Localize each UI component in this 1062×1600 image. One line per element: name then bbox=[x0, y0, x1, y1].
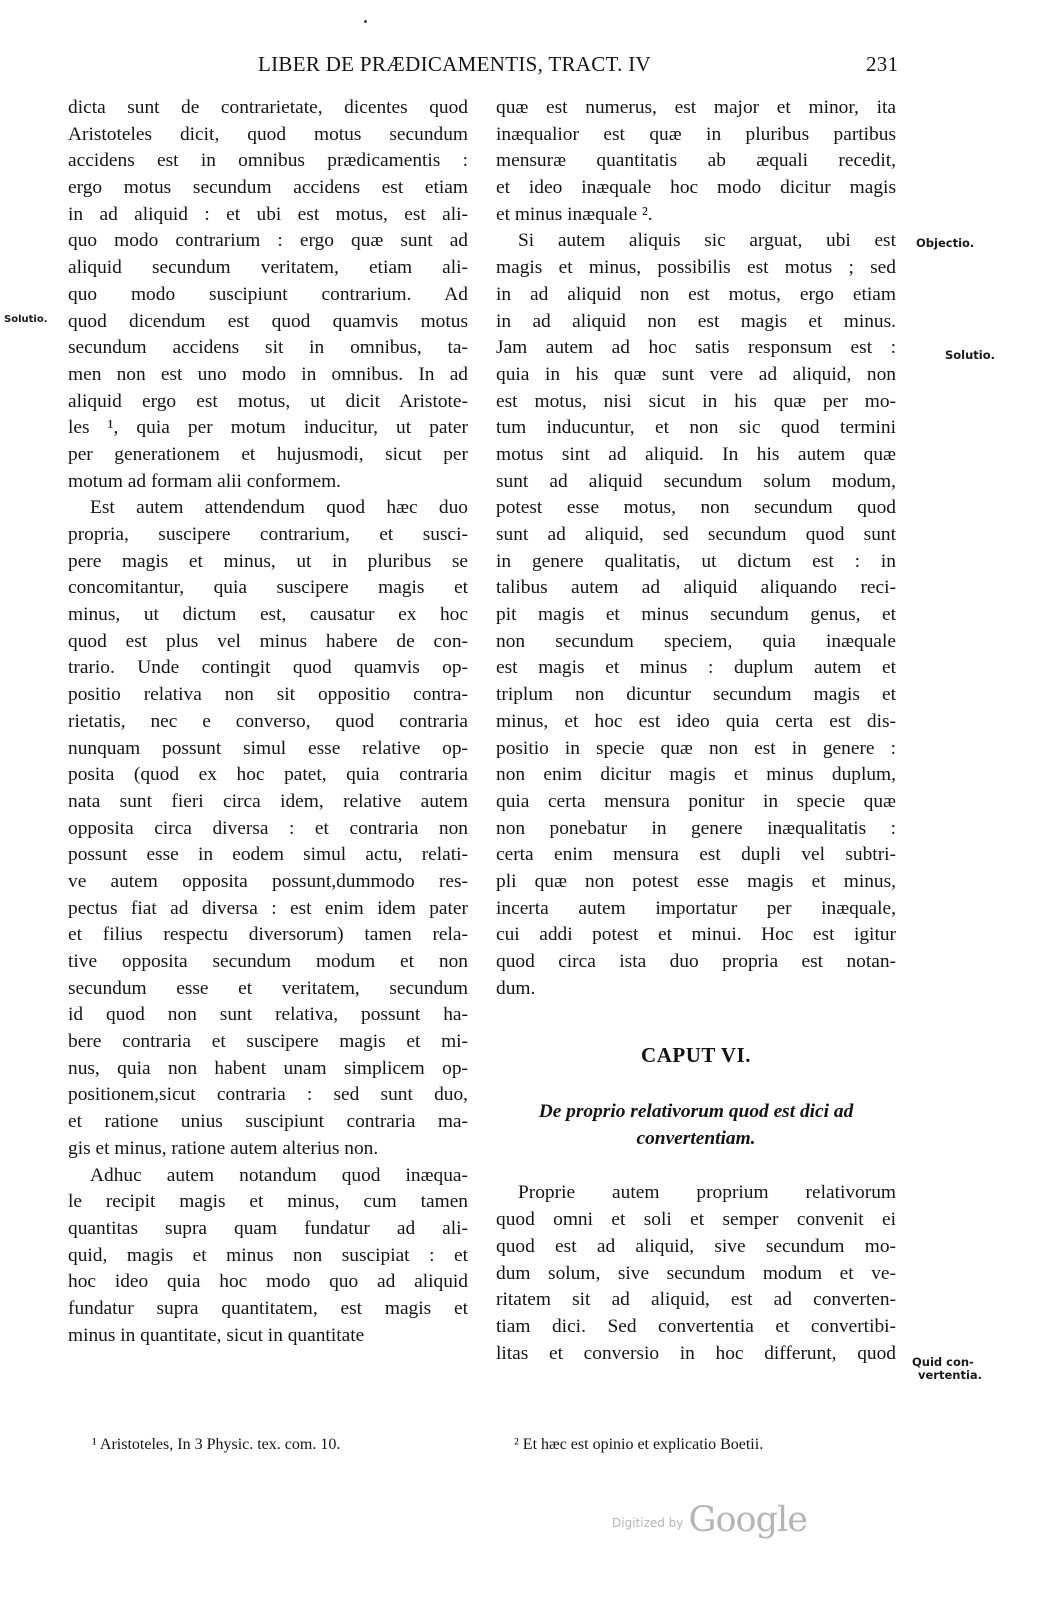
chapter-subtitle-line: convertentiam. bbox=[636, 1127, 756, 1149]
text-line: quantitas supra quam fundatur ad ali- bbox=[68, 1217, 468, 1239]
text-line: gis et minus, ratione autem alterius non. bbox=[68, 1137, 379, 1159]
chapter-heading: CAPUT VI. bbox=[641, 1043, 751, 1068]
digitized-label: Digitized by bbox=[612, 1516, 684, 1530]
text-line: triplum non dicuntur secundum magis et bbox=[496, 684, 896, 706]
text-line: posita (quod ex hoc patet, quia contraria bbox=[68, 764, 468, 786]
text-line: talibus autem ad aliquid aliquando reci- bbox=[496, 577, 896, 599]
text-line: Si autem aliquis sic arguat, ubi est bbox=[518, 230, 896, 252]
text-line: est motus, nisi sicut in his quæ per mo- bbox=[496, 390, 896, 412]
text-line: pere magis et minus, ut in pluribus se bbox=[68, 550, 468, 572]
text-line: pit magis et minus secundum genus, et bbox=[496, 604, 896, 626]
google-logo: Google bbox=[688, 1500, 807, 1540]
margin-note-solutio: Solutio. bbox=[4, 314, 48, 325]
text-line: in ad aliquid non est magis et minus. bbox=[496, 310, 896, 332]
text-line: ergo motus secundum accidens est etiam bbox=[68, 177, 468, 199]
text-line: rietatis, nec e converso, quod contraria bbox=[68, 710, 468, 732]
page-number: 231 bbox=[866, 52, 899, 76]
text-line: nata sunt fieri circa idem, relative autem bbox=[68, 790, 468, 812]
print-speck bbox=[364, 20, 367, 23]
text-line: minus in quantitate, sicut in quantitate bbox=[68, 1324, 365, 1346]
text-line: in ad aliquid non est motus, ergo etiam bbox=[496, 283, 896, 305]
margin-note-solutio: Solutio. bbox=[945, 348, 996, 362]
text-line: Aristoteles dicit, quod motus secundum bbox=[68, 123, 468, 145]
text-line: quæ est numerus, est major et minor, ita bbox=[496, 97, 896, 118]
text-line: trario. Unde contingit quod quamvis op- bbox=[68, 657, 468, 679]
text-line: sunt ad aliquid secundum solum modum, bbox=[496, 470, 896, 492]
text-line: dicta sunt de contrarietate, dicentes quod bbox=[68, 97, 468, 118]
text-line: non secundum speciem, quia inæquale bbox=[496, 630, 896, 652]
text-line: non ponebatur in genere inæqualitatis : bbox=[496, 817, 896, 839]
left-column bbox=[68, 95, 468, 1349]
text-line: concomitantur, quia suscipere magis et bbox=[68, 577, 468, 599]
text-line: quo modo contrarium : ergo quæ sunt ad bbox=[68, 230, 468, 252]
text-line: id quod non sunt relativa, possunt ha- bbox=[68, 1004, 468, 1026]
text-line: positionem,sicut contraria : sed sunt duo, bbox=[68, 1084, 468, 1106]
text-line: certa enim mensura est dupli vel subtri- bbox=[496, 844, 896, 866]
text-line: positio in specie quæ non est in genere : bbox=[496, 737, 896, 759]
margin-note-quid: vertentia. bbox=[918, 1368, 983, 1382]
text-line: quod circa ista duo propria est notan- bbox=[496, 951, 896, 972]
text-line: nus, quia non habent unam simplicem op- bbox=[68, 1057, 468, 1079]
text-line: ritatem sit ad aliquid, est ad converten- bbox=[496, 1289, 896, 1311]
text-line: litas et conversio in hoc differunt, quod bbox=[496, 1342, 896, 1364]
text-line: potest esse motus, non secundum quod bbox=[496, 497, 896, 519]
text-line: et filius respectu diversorum) tamen rela- bbox=[68, 924, 468, 946]
right-column-text bbox=[496, 95, 896, 1002]
text-line: in ad aliquid : et ubi est motus, est ali- bbox=[68, 203, 468, 225]
margin-note-objectio: Objectio. bbox=[916, 236, 975, 250]
running-header bbox=[0, 52, 1062, 82]
text-line: per generationem et hujusmodi, sicut per bbox=[68, 443, 468, 465]
text-line: dum solum, sive secundum modum et ve- bbox=[496, 1262, 896, 1284]
text-line: quod est plus vel minus habere de con- bbox=[68, 630, 468, 652]
text-line: Adhuc autem notandum quod inæqua- bbox=[90, 1164, 468, 1186]
text-line: men non est uno modo in omnibus. In ad bbox=[68, 363, 468, 385]
text-line: aliquid secundum veritatem, etiam ali- bbox=[68, 257, 468, 279]
margin-note-quid: Quid con- bbox=[912, 1355, 974, 1369]
text-line: dum. bbox=[496, 977, 536, 999]
text-line: quod omni et soli et semper convenit ei bbox=[496, 1209, 896, 1231]
text-line: fundatur supra quantitatem, est magis et bbox=[68, 1297, 468, 1319]
digitized-watermark bbox=[612, 1500, 807, 1544]
text-line: bere contraria et suscipere magis et mi- bbox=[68, 1031, 468, 1053]
text-line: quia in his quæ sunt vere ad aliquid, non bbox=[496, 363, 896, 385]
text-line: possunt esse in eodem simul actu, relati- bbox=[68, 844, 468, 866]
text-line: quid, magis et minus non suscipiat : et bbox=[68, 1244, 468, 1266]
text-line: incerta autem importatur per inæquale, bbox=[496, 897, 896, 919]
text-line: le recipit magis et minus, cum tamen bbox=[68, 1191, 468, 1213]
text-line: magis et minus, possibilis est motus ; sed bbox=[496, 257, 896, 279]
text-line: in genere qualitatis, ut dictum est : in bbox=[496, 550, 896, 572]
text-line: non enim dicitur magis et minus duplum, bbox=[496, 764, 896, 786]
text-line: tive opposita secundum modum et non bbox=[68, 951, 468, 972]
footnote-right: ² Et hæc est opinio et explicatio Boetii. bbox=[514, 1436, 764, 1453]
text-line: mensuræ quantitatis ab æquali recedit, bbox=[496, 150, 896, 172]
text-line: motus sint ad aliquid. In his autem quæ bbox=[496, 443, 896, 465]
text-line: aliquid ergo est motus, ut dicit Aristote- bbox=[68, 390, 468, 412]
text-line: pectus fiat ad diversa : est enim idem pater bbox=[68, 897, 468, 919]
text-line: et ideo inæquale hoc modo dicitur magis bbox=[496, 177, 896, 199]
text-line: opposita circa diversa : et contraria non bbox=[68, 817, 468, 839]
text-line: hoc ideo quia hoc modo quo ad aliquid bbox=[68, 1271, 468, 1293]
text-line: sunt ad aliquid, sed secundum quod sunt bbox=[496, 524, 896, 545]
right-column bbox=[496, 95, 896, 1367]
text-line: quod est ad aliquid, sive secundum mo- bbox=[496, 1235, 896, 1257]
text-line: inæqualior est quæ in pluribus partibus bbox=[496, 123, 896, 145]
text-line: ve autem opposita possunt,dummodo res- bbox=[68, 870, 468, 892]
text-line: minus, ut dictum est, causatur ex hoc bbox=[68, 604, 468, 626]
footnote-left: ¹ Aristoteles, In 3 Physic. tex. com. 10. bbox=[92, 1436, 341, 1453]
text-line: tiam dici. Sed convertentia et convertibi- bbox=[496, 1315, 896, 1337]
text-line: cui addi potest et minui. Hoc est igitur bbox=[496, 924, 896, 946]
text-line: nunquam possunt simul esse relative op- bbox=[68, 737, 468, 759]
text-line: et minus inæquale ². bbox=[496, 203, 653, 225]
text-line: tum inducuntur, et non sic quod termini bbox=[496, 417, 896, 439]
text-line: motum ad formam alii conformem. bbox=[68, 470, 342, 492]
text-line: positio relativa non sit oppositio contra- bbox=[68, 684, 468, 706]
text-line: secundum accidens sit in omnibus, ta- bbox=[68, 337, 468, 359]
text-line: minus, et hoc est ideo quia certa est dis- bbox=[496, 710, 896, 732]
text-line: quo modo suscipiunt contrarium. Ad bbox=[68, 283, 468, 305]
chapter-text bbox=[496, 1180, 896, 1367]
text-line: accidens est in omnibus prædicamentis : bbox=[68, 150, 468, 172]
running-title: LIBER DE PRÆDICAMENTIS, TRACT. IV bbox=[258, 52, 651, 76]
text-line: et ratione unius suscipiunt contraria ma- bbox=[68, 1111, 468, 1133]
text-line: pli quæ non potest esse magis et minus, bbox=[496, 870, 896, 892]
text-line: propria, suscipere contrarium, et susci- bbox=[68, 524, 468, 545]
text-line: Proprie autem proprium relativorum bbox=[518, 1182, 896, 1204]
text-line: quod dicendum est quod quamvis motus bbox=[68, 310, 468, 332]
text-line: Jam autem ad hoc satis responsum est : bbox=[496, 337, 896, 359]
text-line: Est autem attendendum quod hæc duo bbox=[90, 497, 468, 519]
text-line: est magis et minus : duplum autem et bbox=[496, 657, 896, 679]
text-line: quia certa mensura ponitur in specie quæ bbox=[496, 790, 896, 812]
text-line: les ¹, quia per motum inducitur, ut pater bbox=[68, 417, 468, 439]
text-line: secundum esse et veritatem, secundum bbox=[68, 977, 468, 999]
chapter-subtitle-line: De proprio relativorum quod est dici ad bbox=[538, 1101, 854, 1123]
